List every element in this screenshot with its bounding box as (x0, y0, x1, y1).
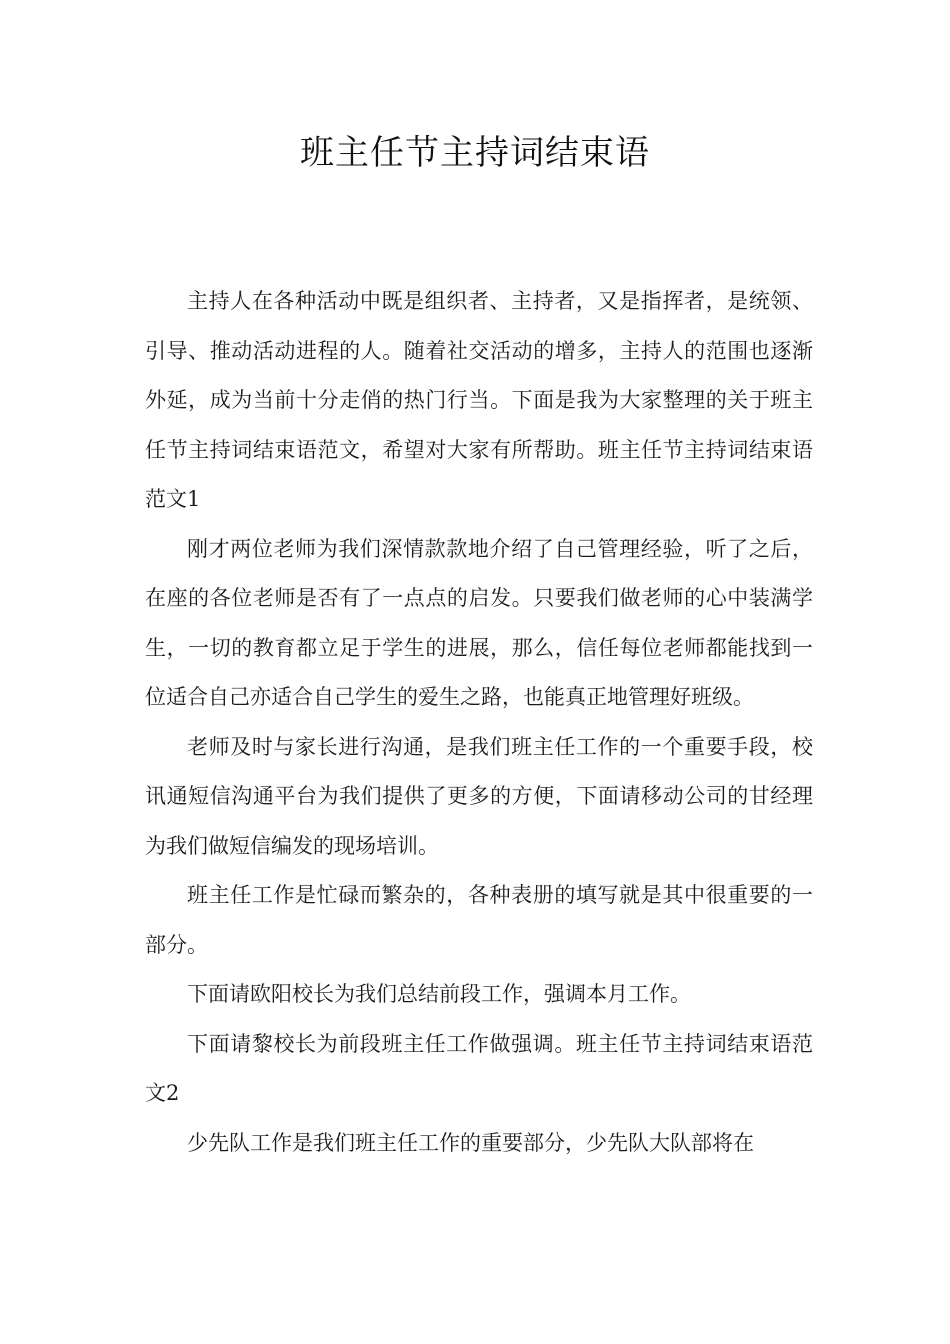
document-body (145, 277, 813, 1168)
paragraph-forms: 班主任工作是忙碌而繁杂的，各种表册的填写就是其中很重要的一部分。 (145, 883, 813, 957)
document-title: 班主任节主持词结束语 (300, 133, 650, 173)
paragraph-ouyang: 下面请欧阳校长为我们总结前段工作，强调本月工作。 (187, 982, 691, 1006)
paragraph-communication: 老师及时与家长进行沟通，是我们班主任工作的一个重要手段，校讯通短信沟通平台为我们提供了更多的方便，下面请移动公司的甘经理为我们做短信编发的现场培训。 (145, 734, 813, 858)
paragraph-intro: 主持人在各种活动中既是组织者、主持者，又是指挥者，是统领、引导、推动活动进程的人。随着社交活动的增多，主持人的范围也逐渐外延，成为当前十分走俏的热门行当。下面是我为大家整理的关于班主任节主持词结束语范文，希望对大家有所帮助。班主任节主持词结束语范文1 (145, 289, 813, 511)
paragraph-pioneers: 少先队工作是我们班主任工作的重要部分，少先队大队部将在 (187, 1130, 754, 1155)
paragraph-li: 下面请黎校长为前段班主任工作做强调。班主任节主持词结束语范文2 (145, 1031, 813, 1105)
paragraph-experience: 刚才两位老师为我们深情款款地介绍了自己管理经验，听了之后，在座的各位老师是否有了一点点的启发。只要我们做老师的心中装满学生，一切的教育都立足于学生的进展，那么，信任每位老师都能找到一位适合自己亦适合自己学生的爱生之路，也能真正地管理好班级。 (145, 536, 813, 709)
